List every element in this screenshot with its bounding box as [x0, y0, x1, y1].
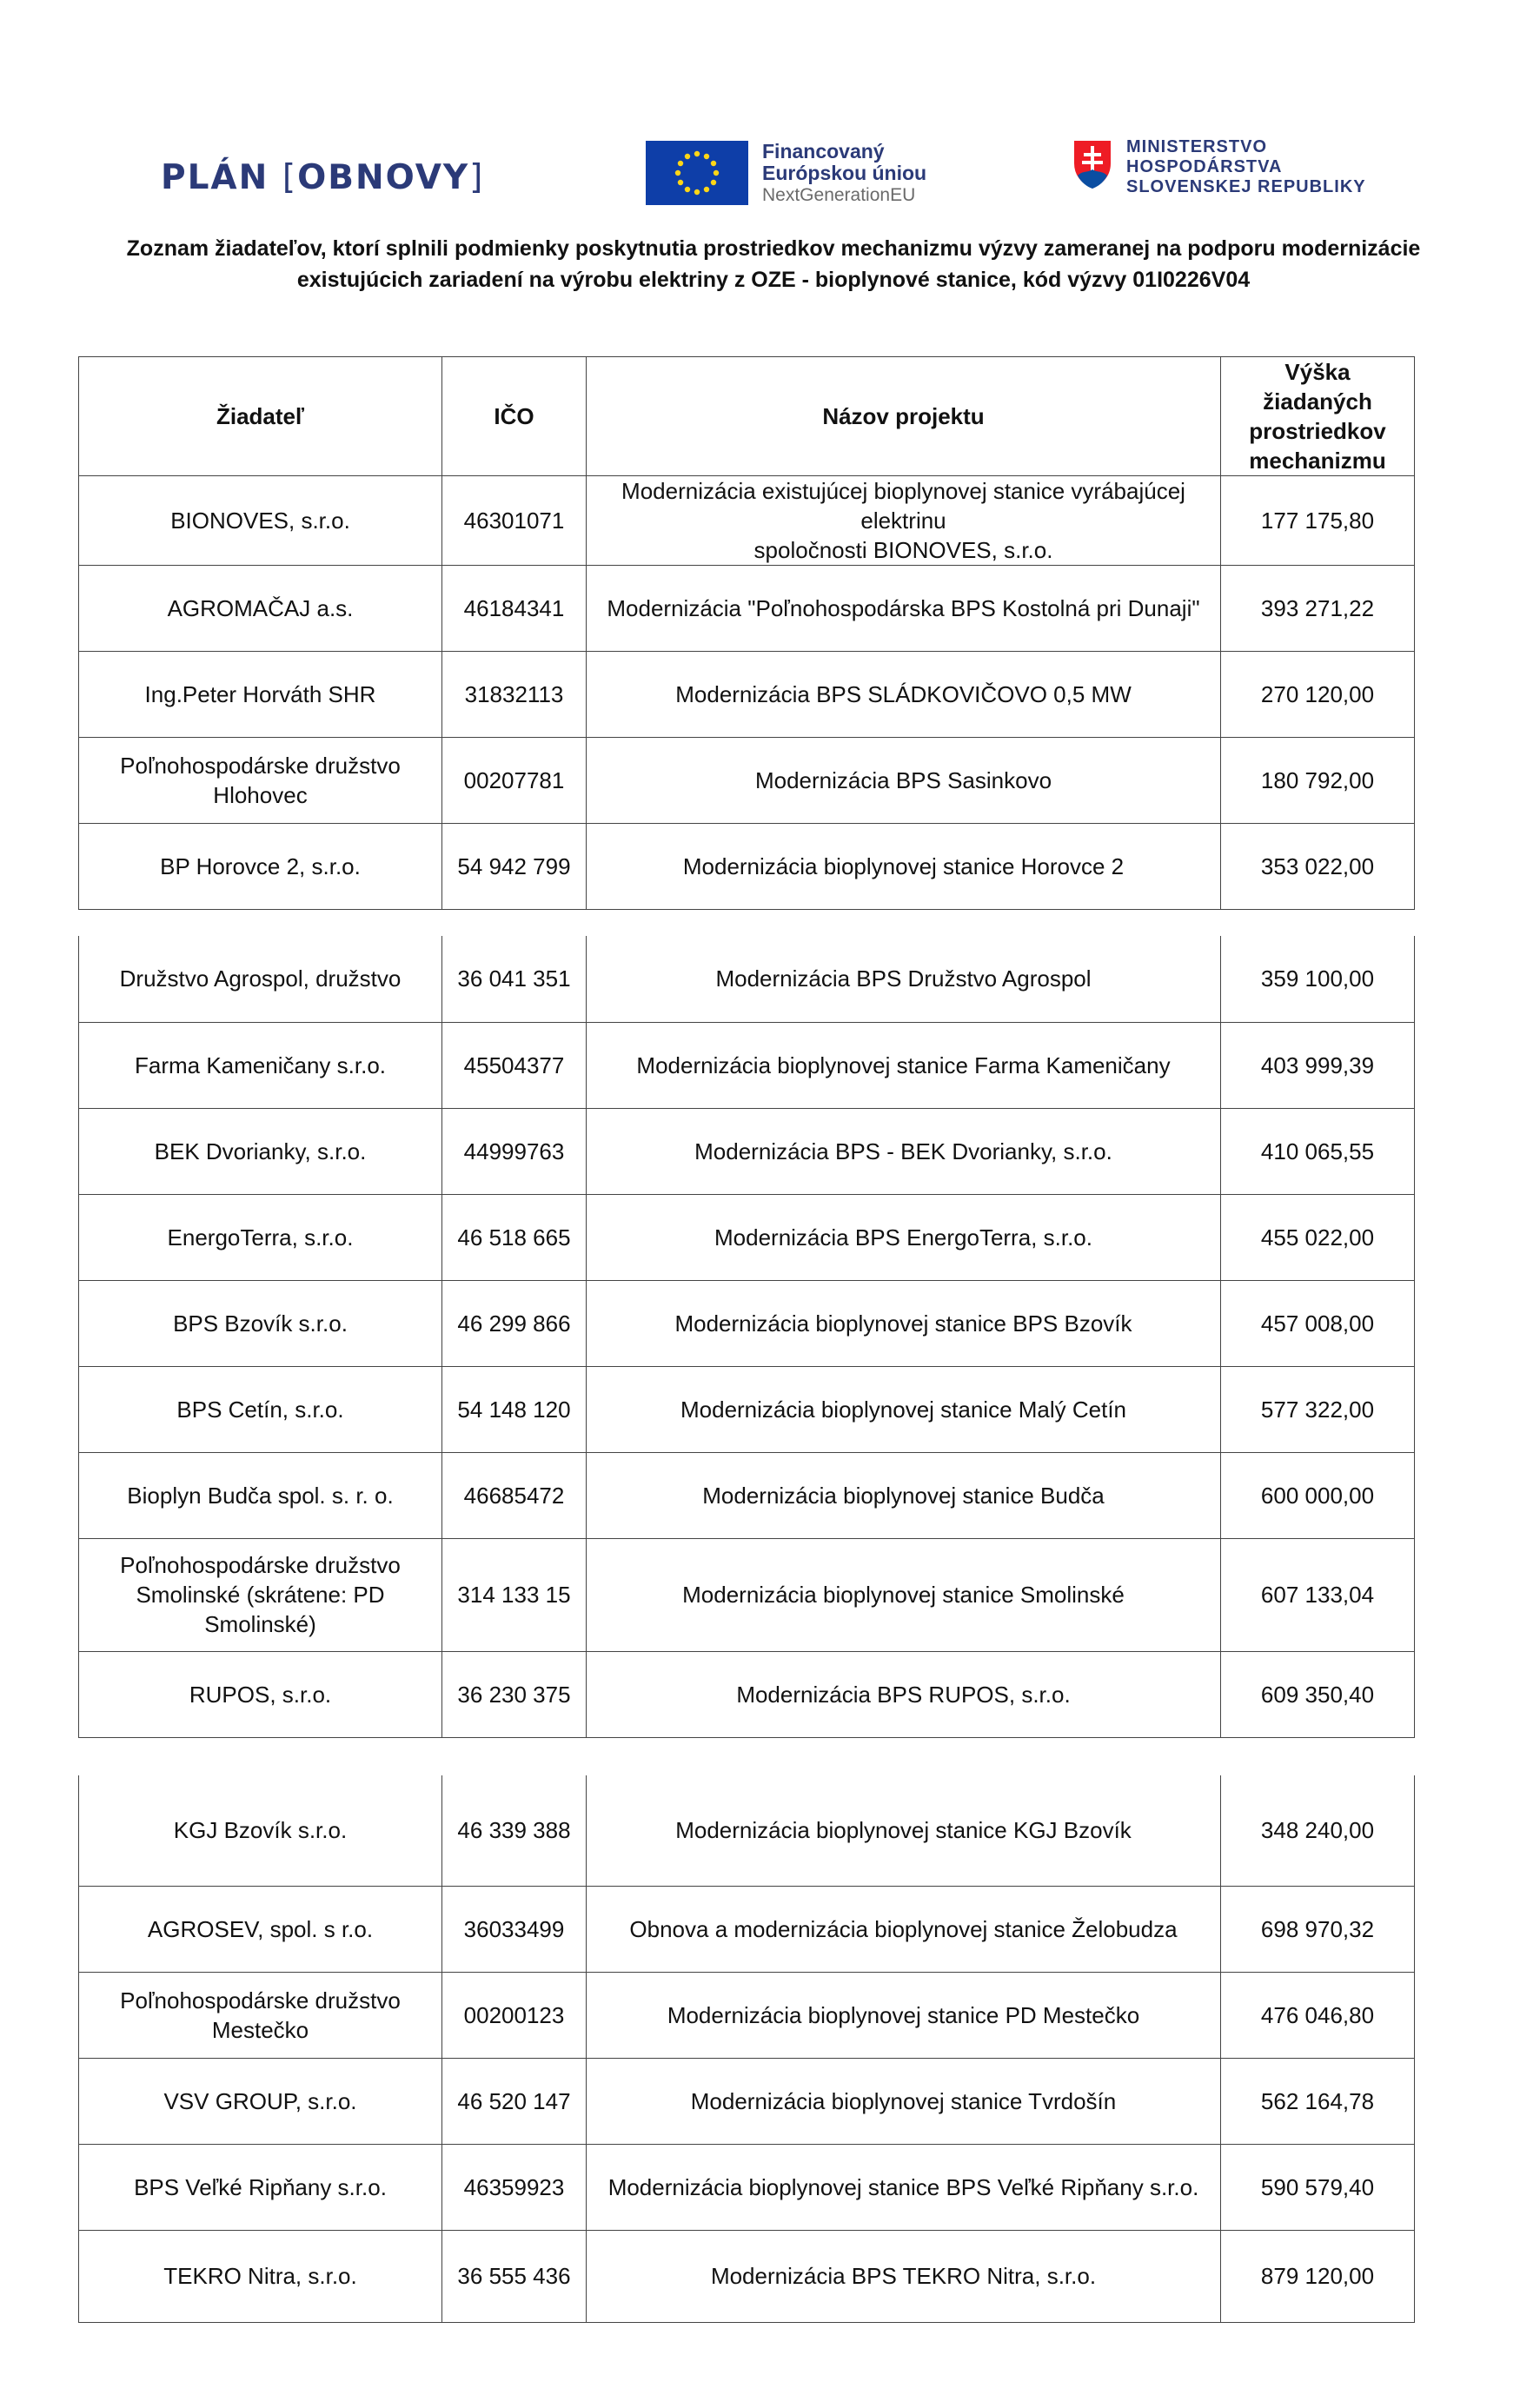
header-amount [1221, 357, 1415, 476]
cell-project [587, 566, 1221, 652]
cell-project-line2: spoločnosti BIONOVES, s.r.o. [753, 537, 1053, 563]
cell-ico: 54 942 799 [442, 824, 587, 910]
header-amount-line1: Výška žiadaných [1263, 359, 1372, 415]
plan-logo-bracket-open: [ [282, 158, 298, 197]
cell-project-line1: Modernizácia BPS EnergoTerra, s.r.o. [714, 1224, 1092, 1251]
cell-ico: 46685472 [442, 1452, 587, 1538]
cell-project [587, 1538, 1221, 1651]
table-row [79, 566, 1415, 652]
cell-amount: 270 120,00 [1221, 652, 1415, 738]
table-row [79, 1022, 1415, 1108]
table-row [79, 1452, 1415, 1538]
cell-ico: 00207781 [442, 738, 587, 824]
cell-project-line1: Obnova a modernizácia bioplynovej stanice Želobudza [629, 1915, 1178, 1942]
cell-applicant-line2: Smolinské (skrátene: PD Smolinské) [136, 1582, 385, 1637]
cell-applicant: BPS Cetín, s.r.o. [79, 1366, 442, 1452]
cell-amount: 348 240,00 [1221, 1775, 1415, 1886]
cell-project-line1: Modernizácia BPS - BEK Dvorianky, s.r.o. [694, 1138, 1112, 1164]
cell-applicant: EnergoTerra, s.r.o. [79, 1194, 442, 1280]
cell-project-line1: Modernizácia existujúcej bioplynovej stanice vyrábajúcej elektrinu [621, 478, 1185, 534]
cell-project [587, 1108, 1221, 1194]
cell-amount: 600 000,00 [1221, 1452, 1415, 1538]
table-row [79, 1108, 1415, 1194]
ministry-logo-line1: MINISTERSTVO [1126, 137, 1268, 156]
cell-project [587, 2230, 1221, 2322]
cell-amount: 410 065,55 [1221, 1108, 1415, 1194]
eu-logo-line3: NextGenerationEU [762, 184, 916, 205]
cell-amount: 403 999,39 [1221, 1022, 1415, 1108]
cell-project [587, 1452, 1221, 1538]
cell-project-line1: Modernizácia BPS SLÁDKOVIČOVO 0,5 MW [675, 681, 1132, 707]
cell-applicant: AGROSEV, spol. s r.o. [79, 1886, 442, 1972]
cell-ico: 31832113 [442, 652, 587, 738]
cell-project [587, 738, 1221, 824]
cell-applicant: BPS Veľké Ripňany s.r.o. [79, 2144, 442, 2230]
cell-applicant [79, 738, 442, 824]
cell-project [587, 1366, 1221, 1452]
cell-ico: 45504377 [442, 1022, 587, 1108]
cell-project-line1: Modernizácia bioplynovej stanice Farma Kameničany [636, 1052, 1171, 1078]
cell-project [587, 936, 1221, 1022]
cell-project-line1: Modernizácia "Poľnohospodárska BPS Kostolná pri Dunaji" [607, 595, 1200, 621]
cell-applicant-line2: Hlohovec [213, 782, 308, 808]
cell-applicant: BIONOVES, s.r.o. [79, 476, 442, 566]
cell-project-line1: Modernizácia bioplynovej stanice Tvrdošín [690, 2087, 1117, 2114]
table-row [79, 1194, 1415, 1280]
eu-funding-logo [646, 141, 926, 205]
header-amount-line2: prostriedkov [1249, 418, 1386, 444]
cell-amount: 562 164,78 [1221, 2058, 1415, 2144]
header-amount-line3: mechanizmu [1249, 448, 1386, 474]
eu-logo-line2: Európskou úniou [762, 161, 927, 184]
cell-ico: 46 299 866 [442, 1280, 587, 1366]
cell-ico: 36033499 [442, 1886, 587, 1972]
cell-ico: 46 520 147 [442, 2058, 587, 2144]
table-row [79, 2230, 1415, 2322]
plan-logo-word2: OBNOVY [297, 158, 470, 197]
cell-applicant: Ing.Peter Horváth SHR [79, 652, 442, 738]
cell-project [587, 476, 1221, 566]
cell-project [587, 1775, 1221, 1886]
cell-project [587, 2058, 1221, 2144]
cell-project-line1: Modernizácia bioplynovej stanice BPS Bzovík [674, 1310, 1132, 1337]
cell-applicant: TEKRO Nitra, s.r.o. [79, 2230, 442, 2322]
cell-ico: 54 148 120 [442, 1366, 587, 1452]
cell-applicant [79, 1538, 442, 1651]
cell-project [587, 1972, 1221, 2058]
cell-applicant: Bioplyn Budča spol. s. r. o. [79, 1452, 442, 1538]
cell-applicant: Družstvo Agrospol, družstvo [79, 936, 442, 1022]
cell-project [587, 1280, 1221, 1366]
cell-project [587, 652, 1221, 738]
cell-ico: 46359923 [442, 2144, 587, 2230]
table-row [79, 652, 1415, 738]
table-header-row [79, 357, 1415, 476]
cell-ico: 46 518 665 [442, 1194, 587, 1280]
cell-ico: 46301071 [442, 476, 587, 566]
cell-project [587, 1022, 1221, 1108]
cell-project-line1: Modernizácia bioplynovej stanice Malý Cetín [680, 1396, 1127, 1423]
cell-ico: 36 230 375 [442, 1651, 587, 1737]
cell-amount: 455 022,00 [1221, 1194, 1415, 1280]
cell-ico: 314 133 15 [442, 1538, 587, 1651]
cell-project-line1: Modernizácia BPS Sasinkovo [754, 767, 1052, 793]
cell-applicant: RUPOS, s.r.o. [79, 1651, 442, 1737]
cell-applicant-line1: Poľnohospodárske družstvo [120, 1987, 401, 2014]
cell-project [587, 2144, 1221, 2230]
cell-project-line1: Modernizácia bioplynovej stanice Budča [702, 1482, 1105, 1509]
cell-project-line1: Modernizácia BPS RUPOS, s.r.o. [736, 1681, 1071, 1708]
eu-flag-icon [646, 141, 748, 205]
cell-ico: 44999763 [442, 1108, 587, 1194]
table-row [79, 936, 1415, 1022]
cell-applicant: AGROMAČAJ a.s. [79, 566, 442, 652]
header-ico: IČO [442, 357, 587, 476]
cell-project [587, 1194, 1221, 1280]
document-title [122, 233, 1425, 295]
cell-amount: 180 792,00 [1221, 738, 1415, 824]
cell-applicant [79, 1972, 442, 2058]
cell-amount: 609 350,40 [1221, 1651, 1415, 1737]
slovak-crest-icon [1071, 137, 1114, 191]
cell-ico: 46184341 [442, 566, 587, 652]
cell-project-line1: Modernizácia bioplynovej stanice PD Mestečko [667, 2001, 1140, 2028]
cell-project-line1: Modernizácia bioplynovej stanice Smolinské [682, 1582, 1125, 1608]
table-row [79, 1972, 1415, 2058]
plan-logo-word1: PLÁN [161, 158, 269, 197]
cell-ico: 36 041 351 [442, 936, 587, 1022]
cell-amount: 607 133,04 [1221, 1538, 1415, 1651]
cell-applicant: Farma Kameničany s.r.o. [79, 1022, 442, 1108]
eu-logo-line1: Financovaný [762, 139, 885, 163]
cell-applicant-line2: Mestečko [211, 2016, 309, 2043]
cell-amount: 476 046,80 [1221, 1972, 1415, 2058]
table-row [79, 1280, 1415, 1366]
applicants-table-part-1 [78, 356, 1415, 910]
cell-ico: 36 555 436 [442, 2230, 587, 2322]
table-row [79, 2058, 1415, 2144]
cell-project-line1: Modernizácia bioplynovej stanice KGJ Bzovík [675, 1817, 1132, 1844]
cell-applicant: VSV GROUP, s.r.o. [79, 2058, 442, 2144]
ministry-logo-line3: SLOVENSKEJ REPUBLIKY [1126, 177, 1366, 196]
cell-applicant: KGJ Bzovík s.r.o. [79, 1775, 442, 1886]
cell-amount: 590 579,40 [1221, 2144, 1415, 2230]
table-row [79, 1775, 1415, 1886]
cell-applicant: BP Horovce 2, s.r.o. [79, 824, 442, 910]
cell-amount: 353 022,00 [1221, 824, 1415, 910]
cell-project-line1: Modernizácia bioplynovej stanice Horovce 2 [682, 853, 1125, 879]
cell-project [587, 1886, 1221, 1972]
cell-project-line1: Modernizácia BPS Družstvo Agrospol [715, 965, 1092, 992]
applicants-table-part-3 [78, 1775, 1415, 2323]
header-applicant: Žiadateľ [79, 357, 442, 476]
table-row [79, 1651, 1415, 1737]
cell-amount: 577 322,00 [1221, 1366, 1415, 1452]
table-row [79, 824, 1415, 910]
cell-ico: 00200123 [442, 1972, 587, 2058]
table-row [79, 1538, 1415, 1651]
cell-amount: 393 271,22 [1221, 566, 1415, 652]
table-row [79, 476, 1415, 566]
cell-amount: 879 120,00 [1221, 2230, 1415, 2322]
cell-project-line1: Modernizácia bioplynovej stanice BPS Veľké Ripňany s.r.o. [607, 2173, 1199, 2200]
title-line-2: existujúcich zariadení na výrobu elektriny z OZE - bioplynové stanice, kód výzvy 01I0226V04 [296, 268, 1251, 292]
cell-amount: 457 008,00 [1221, 1280, 1415, 1366]
cell-project-line1: Modernizácia BPS TEKRO Nitra, s.r.o. [710, 2263, 1097, 2289]
table-row [79, 1366, 1415, 1452]
cell-applicant-line1: Poľnohospodárske družstvo [120, 753, 401, 779]
table-row [79, 2144, 1415, 2230]
cell-applicant: BEK Dvorianky, s.r.o. [79, 1108, 442, 1194]
cell-project [587, 1651, 1221, 1737]
header-project: Názov projektu [587, 357, 1221, 476]
ministry-logo [1071, 137, 1366, 197]
cell-ico: 46 339 388 [442, 1775, 587, 1886]
cell-applicant: BPS Bzovík s.r.o. [79, 1280, 442, 1366]
title-line-1: Zoznam žiadateľov, ktorí splnili podmienky poskytnutia prostriedkov mechanizmu výzvy zameranej na podporu modernizácie [126, 236, 1421, 261]
table-row [79, 1886, 1415, 1972]
ministry-logo-line2: HOSPODÁRSTVA [1126, 157, 1283, 176]
plan-logo-bracket-close: ] [469, 158, 485, 197]
cell-amount: 177 175,80 [1221, 476, 1415, 566]
cell-applicant-line1: Poľnohospodárske družstvo [120, 1552, 401, 1578]
applicants-table-part-2 [78, 936, 1415, 1738]
table-row [79, 738, 1415, 824]
cell-project [587, 824, 1221, 910]
plan-obnovy-logo [161, 158, 484, 197]
cell-amount: 698 970,32 [1221, 1886, 1415, 1972]
cell-amount: 359 100,00 [1221, 936, 1415, 1022]
